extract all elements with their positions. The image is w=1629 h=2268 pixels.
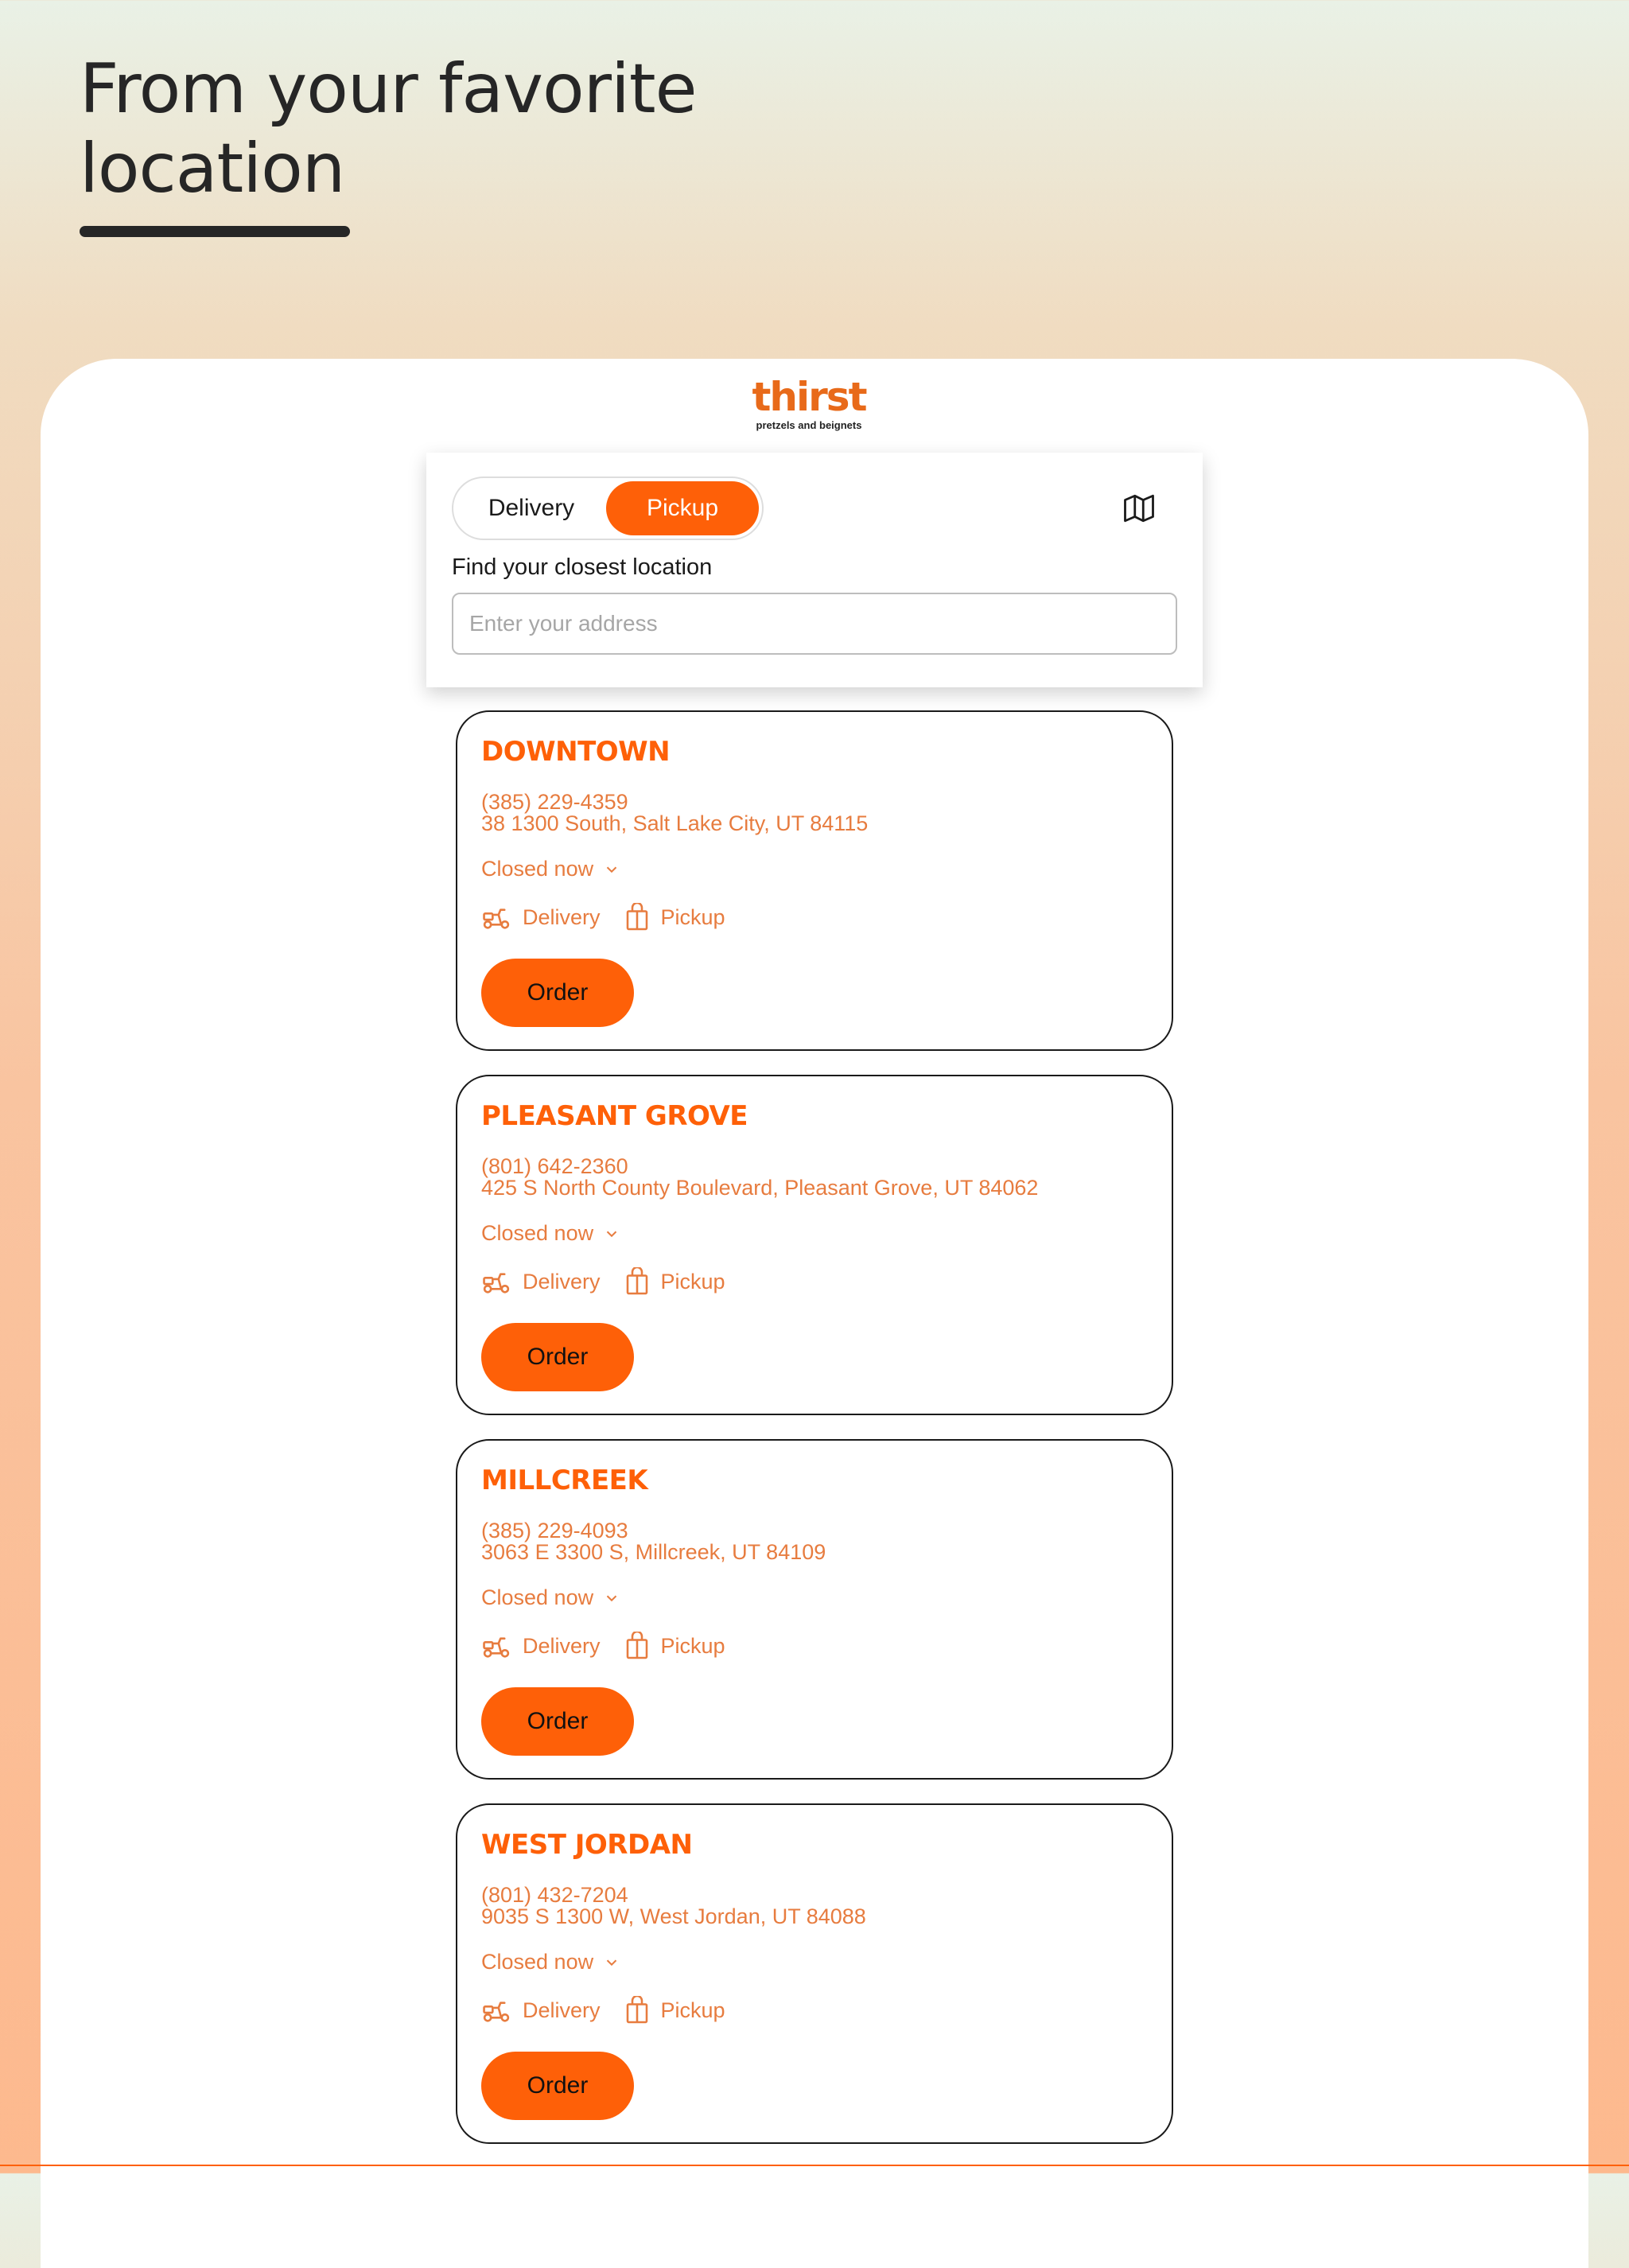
- hours-status: Closed now: [481, 1221, 594, 1245]
- finder-label: Find your closest location: [452, 554, 713, 580]
- location-phone[interactable]: (801) 432-7204: [481, 1883, 628, 1907]
- service-pickup-label: Pickup: [660, 1633, 725, 1658]
- location-address: 3063 E 3300 S, Millcreek, UT 84109: [481, 1540, 826, 1564]
- service-pickup: [624, 1996, 725, 2025]
- services-list: [481, 1632, 749, 1660]
- location-finder: [426, 453, 1203, 687]
- location-name: WEST JORDAN: [481, 1829, 693, 1861]
- page-title-line-2: location: [80, 129, 345, 208]
- hours-dropdown[interactable]: [481, 1221, 620, 1246]
- pickup-mode-button[interactable]: Pickup: [606, 481, 759, 535]
- location-phone[interactable]: (385) 229-4093: [481, 1519, 628, 1542]
- service-pickup-label: Pickup: [660, 1269, 725, 1293]
- map-icon[interactable]: [1122, 492, 1156, 525]
- page-title-line-1: From your favorite: [80, 49, 697, 129]
- logo-word: thirst: [752, 374, 866, 420]
- location-address: 38 1300 South, Salt Lake City, UT 84115: [481, 811, 869, 835]
- bottom-divider: [0, 2165, 1629, 2166]
- service-pickup: [624, 1632, 725, 1660]
- hours-dropdown[interactable]: [481, 1585, 620, 1610]
- hours-dropdown[interactable]: [481, 1950, 620, 1974]
- hours-status: Closed now: [481, 1950, 594, 1974]
- services-list: [481, 1996, 749, 2025]
- brand-logo: [749, 375, 869, 438]
- hours-status: Closed now: [481, 857, 594, 881]
- hours-status: Closed now: [481, 1585, 594, 1609]
- shopping-bag-icon: [624, 903, 650, 932]
- service-delivery-label: Delivery: [523, 1998, 601, 2022]
- service-pickup: [624, 903, 725, 932]
- location-address: 425 S North County Boulevard, Pleasant Grove, UT 84062: [481, 1176, 1039, 1200]
- service-delivery: [481, 1632, 601, 1659]
- services-list: [481, 903, 749, 932]
- order-button[interactable]: Order: [481, 2052, 634, 2120]
- address-input[interactable]: [452, 593, 1177, 655]
- service-delivery-label: Delivery: [523, 904, 601, 929]
- order-button[interactable]: Order: [481, 1323, 634, 1391]
- chevron-down-icon: [603, 1954, 620, 1971]
- shopping-bag-icon: [624, 1996, 650, 2025]
- logo-tagline: pretzels and beignets: [756, 419, 862, 431]
- service-delivery-label: Delivery: [523, 1633, 601, 1658]
- shopping-bag-icon: [624, 1267, 650, 1296]
- location-list: [456, 710, 1173, 2168]
- location-card-downtown: [456, 710, 1173, 1051]
- location-phone[interactable]: (385) 229-4359: [481, 790, 628, 814]
- service-delivery: [481, 1997, 601, 2024]
- location-name: DOWNTOWN: [481, 736, 671, 768]
- shopping-bag-icon: [624, 1632, 650, 1660]
- service-delivery: [481, 904, 601, 931]
- location-card-pleasant-grove: [456, 1075, 1173, 1415]
- scooter-icon: [481, 1997, 511, 2024]
- order-button[interactable]: Order: [481, 959, 634, 1027]
- scooter-icon: [481, 1268, 511, 1295]
- chevron-down-icon: [603, 861, 620, 878]
- location-phone[interactable]: (801) 642-2360: [481, 1154, 628, 1178]
- hours-dropdown[interactable]: [481, 857, 620, 881]
- location-address: 9035 S 1300 W, West Jordan, UT 84088: [481, 1904, 866, 1928]
- location-name: MILLCREEK: [481, 1465, 648, 1496]
- service-delivery: [481, 1268, 601, 1295]
- service-delivery-label: Delivery: [523, 1269, 601, 1293]
- service-pickup: [624, 1267, 725, 1296]
- service-pickup-label: Pickup: [660, 1998, 725, 2022]
- delivery-mode-button[interactable]: Delivery: [488, 495, 575, 521]
- chevron-down-icon: [603, 1589, 620, 1607]
- location-card-west-jordan: [456, 1803, 1173, 2144]
- location-name: PLEASANT GROVE: [481, 1100, 748, 1132]
- order-button[interactable]: Order: [481, 1687, 634, 1756]
- scooter-icon: [481, 904, 511, 931]
- chevron-down-icon: [603, 1225, 620, 1243]
- title-underline: [80, 226, 350, 237]
- location-card-millcreek: [456, 1439, 1173, 1780]
- order-mode-toggle: [452, 477, 764, 540]
- page-title: [80, 49, 795, 208]
- page-header: [80, 49, 795, 237]
- location-panel: [41, 359, 1588, 2268]
- services-list: [481, 1267, 749, 1296]
- service-pickup-label: Pickup: [660, 904, 725, 929]
- scooter-icon: [481, 1632, 511, 1659]
